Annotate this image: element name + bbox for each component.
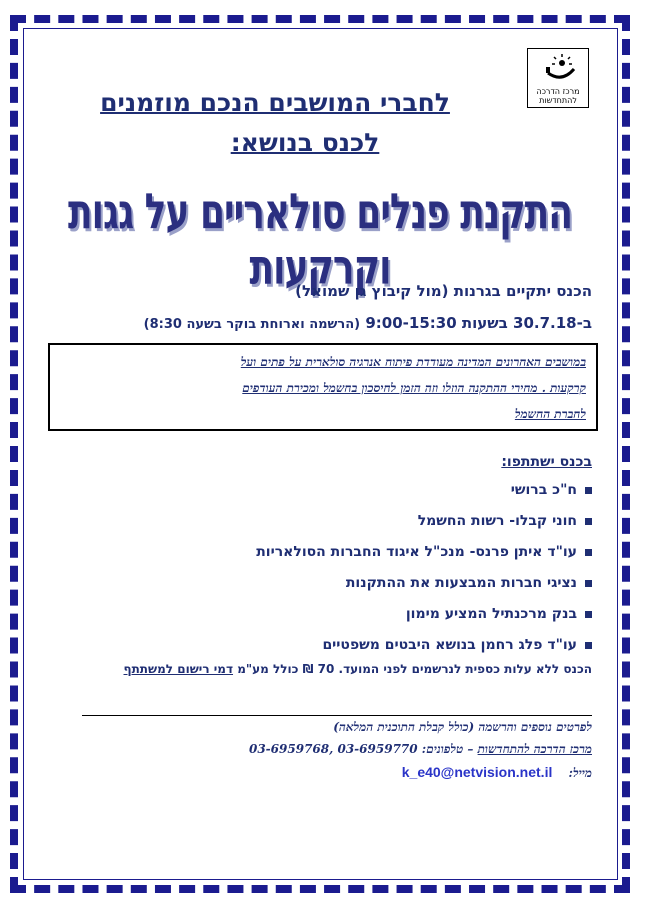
info-box xyxy=(48,343,598,431)
participants-heading: בכנס ישתתפו: xyxy=(501,454,592,470)
fee-link[interactable]: דמי רישום למשתתף xyxy=(123,662,234,676)
registration-note: (הרשמה וארוחת בוקר בשעה 8:30) xyxy=(143,317,361,332)
footer-email-line xyxy=(402,764,592,781)
list-item: חוני קבלו- רשות החשמל xyxy=(72,511,592,542)
list-item: בנק מרכנתיל המציע מימון xyxy=(72,604,592,635)
list-item: עו"ד איתן פרנס- מנכ"ל איגוד החברות הסולאריות xyxy=(72,542,592,573)
square-bullet-icon xyxy=(585,518,592,525)
divider xyxy=(82,715,592,716)
list-item: עו"ד פלג רחמן בנושא היבטים משפטיים xyxy=(72,635,592,666)
venue-line: הכנס יתקיים בגרנות (מול קיבוץ גן שמואל) xyxy=(295,282,592,300)
schedule-line xyxy=(144,314,592,332)
list-item: ח"כ ברושי xyxy=(72,480,592,511)
footer-phone-numbers: – טלפונים: 03-6959770 ,03-6959768 xyxy=(248,742,478,756)
info-line-1: במושבים האחרונים המדינה מעודדת פיתוח אנרגיה סולארית על פתים ועל xyxy=(240,355,586,369)
invitation-heading: לחברי המושבים הנכם מוזמנים xyxy=(100,88,450,117)
email-link[interactable]: k_e40@netvision.net.il xyxy=(401,764,553,780)
participants-list xyxy=(72,480,592,666)
fee-text: הכנס ללא עלות כספית לנרשמים לפני המועד. 70 ₪ כולל מע"מ xyxy=(237,662,592,676)
logo-sun-icon xyxy=(540,53,578,83)
fee-line xyxy=(124,662,592,676)
square-bullet-icon xyxy=(585,642,592,649)
event-hours: בשעות 9:00-15:30 xyxy=(365,314,508,332)
square-bullet-icon xyxy=(585,487,592,494)
info-line-2: קרקעות . מחירי ההתקנה הוזלו וזה הזמן לחיסכון בחשמל ומכירת העודפים xyxy=(242,381,586,395)
event-title: התקנת פנלים סולאריים על גגות וקרקעות xyxy=(68,185,572,296)
event-date: ב-30.7.18 xyxy=(513,314,592,332)
info-line-3: לחברת החשמל xyxy=(514,407,586,421)
email-label: מייל: xyxy=(568,766,592,780)
list-item: נציגי חברות המבצעות את ההתקנות xyxy=(72,573,592,604)
footer-phones xyxy=(249,742,592,757)
invitation-subheading: לכנס בנושא: xyxy=(230,128,380,157)
footer-org-name: מרכז הדרכה להתחדשות xyxy=(477,742,592,756)
square-bullet-icon xyxy=(585,580,592,587)
flyer xyxy=(30,30,610,875)
square-bullet-icon xyxy=(585,611,592,618)
footer-details: לפרטים נוספים והרשמה (כולל קבלת התוכנית המלאה) xyxy=(333,720,592,734)
square-bullet-icon xyxy=(585,549,592,556)
organization-logo xyxy=(527,48,589,108)
logo-text-line2: להתחדשות xyxy=(539,96,577,105)
logo-text-line1: מרכז הדרכה xyxy=(536,87,580,96)
